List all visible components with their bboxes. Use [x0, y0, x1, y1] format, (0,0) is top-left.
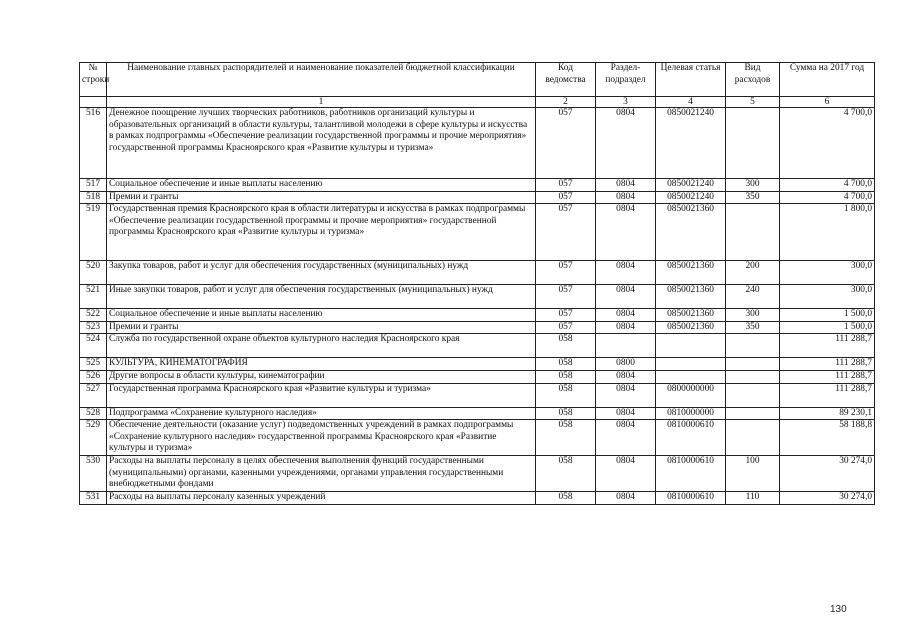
- row-number: 528: [80, 407, 107, 420]
- row-sum: 1 800,0: [780, 204, 875, 261]
- row-target-article: 0850021240: [656, 179, 726, 192]
- row-target-article: 0850021360: [656, 309, 726, 322]
- row-section: 0804: [596, 321, 656, 334]
- row-sum: 30 274,0: [780, 456, 875, 492]
- row-target-article: 0850021360: [656, 285, 726, 309]
- row-expense-type: [726, 204, 780, 261]
- row-section: 0804: [596, 383, 656, 407]
- table-row: [80, 261, 875, 285]
- row-expense-type: 200: [726, 261, 780, 285]
- row-dept-code: 058: [536, 407, 596, 420]
- table-row: [80, 204, 875, 261]
- header-expense-type: Вид расходов: [726, 63, 780, 97]
- row-target-article: [656, 358, 726, 371]
- table-body: [80, 108, 875, 505]
- row-name: Премии и гранты: [107, 321, 536, 334]
- row-sum: 1 500,0: [780, 309, 875, 322]
- header-row-number: № строки: [80, 63, 107, 97]
- row-name: Премии и гранты: [107, 191, 536, 204]
- row-dept-code: 057: [536, 108, 596, 179]
- row-number: 526: [80, 370, 107, 383]
- budget-table: [79, 62, 875, 505]
- row-number: 522: [80, 309, 107, 322]
- row-name: Денежное поощрение лучших творческих работников, работников организаций культуры и образовательных организаций в области культуры, талантливой молодежи в сфере культуры и искусства в рамках подпрограммы «Обеспечение реализации государственной программы и прочие мероприятия» государственной программы Красноярского края «Развитие культуры и туризма»: [107, 108, 536, 179]
- row-number: 530: [80, 456, 107, 492]
- row-section: [596, 334, 656, 358]
- table-row: [80, 358, 875, 371]
- row-target-article: 0850021360: [656, 321, 726, 334]
- row-number: 517: [80, 179, 107, 192]
- table-row: [80, 383, 875, 407]
- header-number: [80, 97, 107, 108]
- header-number: 3: [596, 97, 656, 108]
- row-section: 0804: [596, 407, 656, 420]
- row-target-article: 0800000000: [656, 383, 726, 407]
- row-sum: 58 188,8: [780, 420, 875, 456]
- row-name: Иные закупки товаров, работ и услуг для обеспечения государственных (муниципальных) нужд: [107, 285, 536, 309]
- row-dept-code: 057: [536, 179, 596, 192]
- row-name: Государственная программа Красноярского края «Развитие культуры и туризма»: [107, 383, 536, 407]
- row-number: 519: [80, 204, 107, 261]
- table-row: [80, 108, 875, 179]
- row-name: Расходы на выплаты персоналу казенных учреждений: [107, 492, 536, 505]
- row-expense-type: [726, 108, 780, 179]
- table-row: [80, 321, 875, 334]
- row-number: 520: [80, 261, 107, 285]
- row-name: Подпрограмма «Сохранение культурного наследия»: [107, 407, 536, 420]
- row-section: 0804: [596, 191, 656, 204]
- row-name: Расходы на выплаты персоналу в целях обеспечения выполнения функций государственными (муниципальными) органами, казенными учреждениями, органами управления государственными внебюджетными фондами: [107, 456, 536, 492]
- row-dept-code: 058: [536, 456, 596, 492]
- header-dept-code: Код ведомства: [536, 63, 596, 97]
- row-dept-code: 057: [536, 309, 596, 322]
- row-number: 521: [80, 285, 107, 309]
- header-number: 6: [780, 97, 875, 108]
- row-name: Служба по государственной охране объектов культурного наследия Красноярского края: [107, 334, 536, 358]
- header-number: 1: [107, 97, 536, 108]
- table-row: [80, 492, 875, 505]
- row-section: 0804: [596, 285, 656, 309]
- table-row: [80, 456, 875, 492]
- row-section: 0804: [596, 261, 656, 285]
- row-number: 524: [80, 334, 107, 358]
- table-row: [80, 370, 875, 383]
- row-expense-type: [726, 420, 780, 456]
- header-number: 2: [536, 97, 596, 108]
- row-section: 0800: [596, 358, 656, 371]
- row-section: 0804: [596, 370, 656, 383]
- row-sum: 300,0: [780, 261, 875, 285]
- row-expense-type: 300: [726, 309, 780, 322]
- row-target-article: 0810000610: [656, 456, 726, 492]
- row-expense-type: 100: [726, 456, 780, 492]
- row-number: 525: [80, 358, 107, 371]
- table-row: [80, 420, 875, 456]
- row-sum: 111 288,7: [780, 358, 875, 371]
- table-row: [80, 191, 875, 204]
- table-row: [80, 179, 875, 192]
- table-row: [80, 407, 875, 420]
- row-target-article: 0850021360: [656, 204, 726, 261]
- row-name: КУЛЬТУРА, КИНЕМАТОГРАФИЯ: [107, 358, 536, 371]
- row-dept-code: 058: [536, 492, 596, 505]
- header-number: 4: [656, 97, 726, 108]
- header-section: Раздел-подраздел: [596, 63, 656, 97]
- row-dept-code: 058: [536, 370, 596, 383]
- row-expense-type: 240: [726, 285, 780, 309]
- row-sum: 300,0: [780, 285, 875, 309]
- row-dept-code: 058: [536, 383, 596, 407]
- row-expense-type: [726, 370, 780, 383]
- row-target-article: [656, 370, 726, 383]
- row-section: 0804: [596, 420, 656, 456]
- row-sum: 89 230,1: [780, 407, 875, 420]
- header-sum: Сумма на 2017 год: [780, 63, 875, 97]
- budget-table-container: [79, 62, 874, 505]
- row-number: 518: [80, 191, 107, 204]
- header-name: Наименование главных распорядителей и наименование показателей бюджетной классификации: [107, 63, 536, 97]
- header-numbers-row: [80, 97, 875, 108]
- row-dept-code: 057: [536, 285, 596, 309]
- row-name: Государственная премия Красноярского края в области литературы и искусства в рамках подпрограммы «Обеспечение реализации государственной программы и прочие мероприятия» государственной программы Красноярского края «Развитие культуры и туризма»: [107, 204, 536, 261]
- table-row: [80, 285, 875, 309]
- table-row: [80, 334, 875, 358]
- row-sum: 111 288,7: [780, 383, 875, 407]
- table-row: [80, 309, 875, 322]
- row-section: 0804: [596, 204, 656, 261]
- row-expense-type: 110: [726, 492, 780, 505]
- row-sum: 111 288,7: [780, 370, 875, 383]
- page-number: 130: [830, 604, 847, 615]
- header-number: 5: [726, 97, 780, 108]
- row-name: Другие вопросы в области культуры, кинематографии: [107, 370, 536, 383]
- row-target-article: 0810000000: [656, 407, 726, 420]
- header-row: [80, 63, 875, 97]
- row-expense-type: 300: [726, 179, 780, 192]
- row-expense-type: [726, 383, 780, 407]
- row-number: 527: [80, 383, 107, 407]
- row-sum: 4 700,0: [780, 108, 875, 179]
- row-name: Обеспечение деятельности (оказание услуг) подведомственных учреждений в рамках подпрограммы «Сохранение культурного наследия» государственной программы Красноярского края «Развитие культуры и туризма»: [107, 420, 536, 456]
- row-sum: 4 700,0: [780, 191, 875, 204]
- row-dept-code: 057: [536, 261, 596, 285]
- row-section: 0804: [596, 108, 656, 179]
- row-dept-code: 057: [536, 204, 596, 261]
- row-number: 531: [80, 492, 107, 505]
- row-target-article: [656, 334, 726, 358]
- header-target-article: Целевая статья: [656, 63, 726, 97]
- row-target-article: 0810000610: [656, 420, 726, 456]
- row-number: 523: [80, 321, 107, 334]
- row-target-article: 0810000610: [656, 492, 726, 505]
- row-expense-type: [726, 407, 780, 420]
- row-target-article: 0850021240: [656, 108, 726, 179]
- row-target-article: 0850021360: [656, 261, 726, 285]
- row-dept-code: 058: [536, 358, 596, 371]
- row-sum: 30 274,0: [780, 492, 875, 505]
- row-sum: 111 288,7: [780, 334, 875, 358]
- row-expense-type: 350: [726, 321, 780, 334]
- row-expense-type: [726, 334, 780, 358]
- row-name: Закупка товаров, работ и услуг для обеспечения государственных (муниципальных) нужд: [107, 261, 536, 285]
- row-sum: 1 500,0: [780, 321, 875, 334]
- row-expense-type: [726, 358, 780, 371]
- row-name: Социальное обеспечение и иные выплаты населению: [107, 309, 536, 322]
- row-section: 0804: [596, 309, 656, 322]
- row-section: 0804: [596, 456, 656, 492]
- row-number: 529: [80, 420, 107, 456]
- row-number: 516: [80, 108, 107, 179]
- row-sum: 4 700,0: [780, 179, 875, 192]
- row-dept-code: 058: [536, 420, 596, 456]
- row-name: Социальное обеспечение и иные выплаты населению: [107, 179, 536, 192]
- row-section: 0804: [596, 179, 656, 192]
- row-dept-code: 057: [536, 191, 596, 204]
- row-dept-code: 057: [536, 321, 596, 334]
- row-expense-type: 350: [726, 191, 780, 204]
- row-dept-code: 058: [536, 334, 596, 358]
- row-target-article: 0850021240: [656, 191, 726, 204]
- row-section: 0804: [596, 492, 656, 505]
